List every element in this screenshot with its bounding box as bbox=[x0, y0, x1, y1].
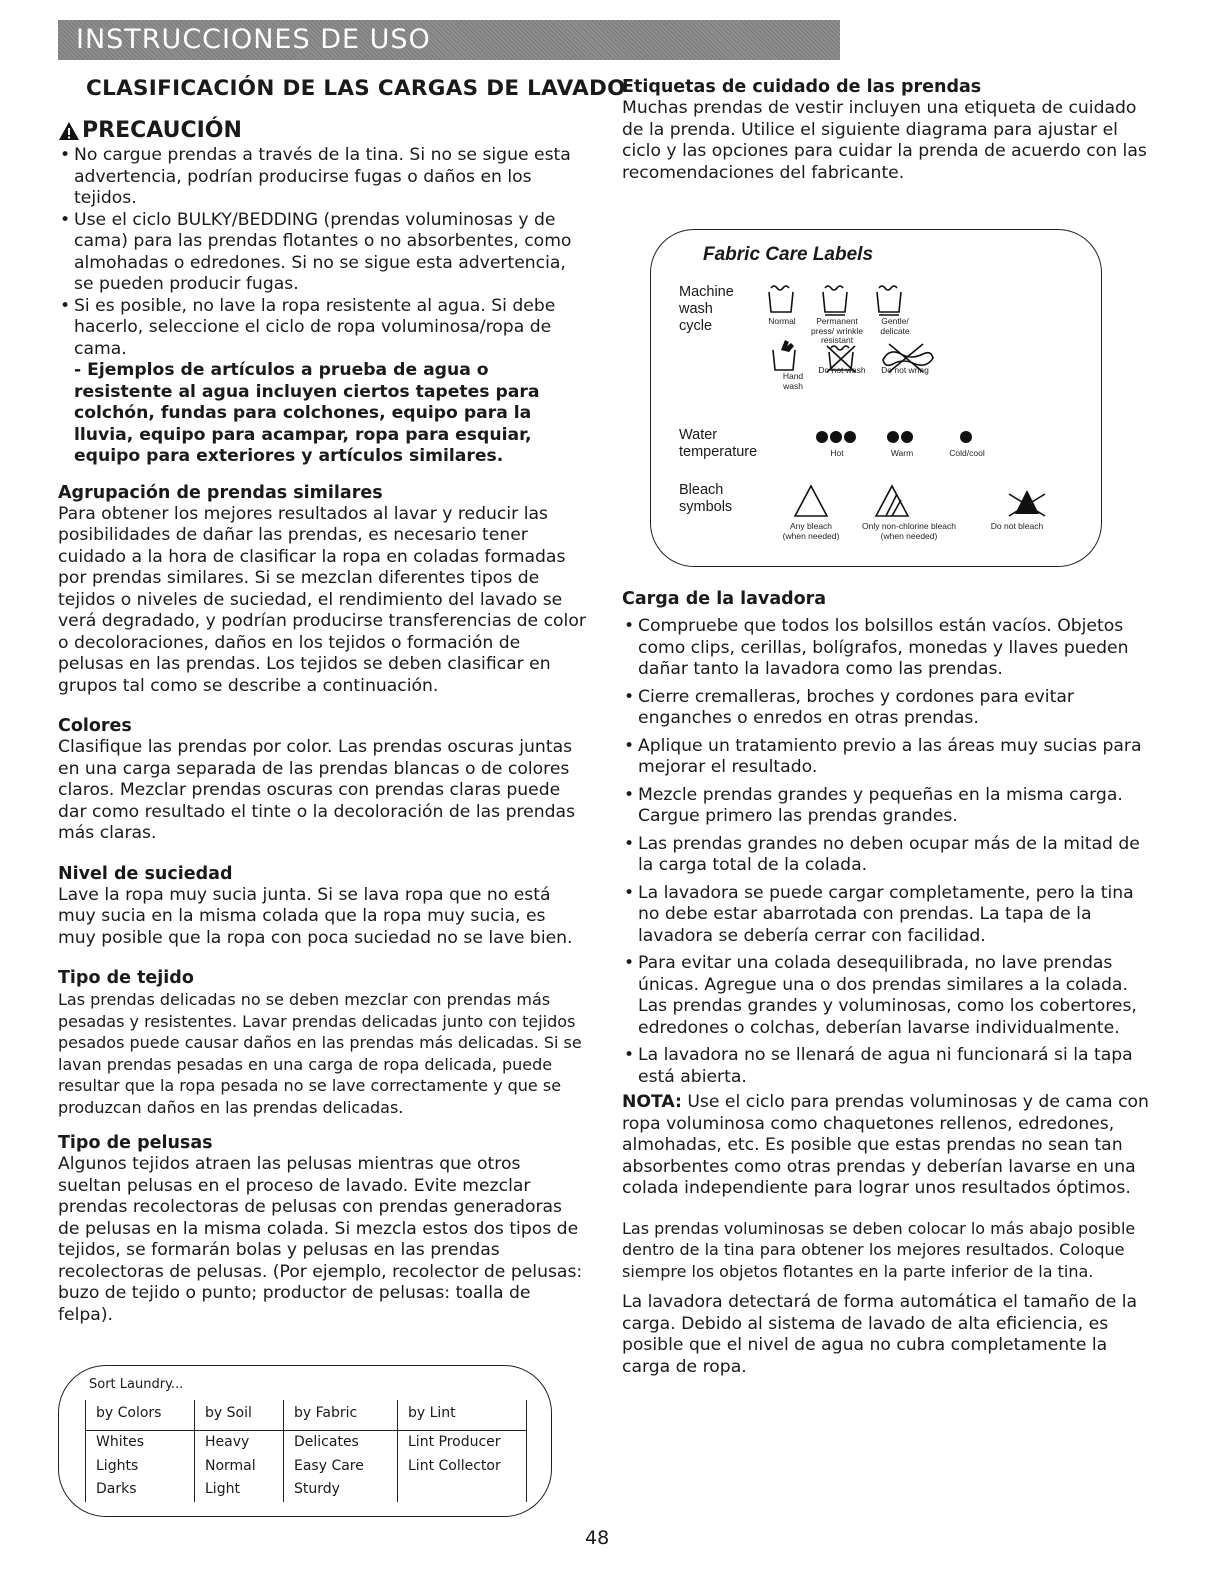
heading-nivel-suciedad: Nivel de suciedad bbox=[58, 863, 233, 884]
table-row bbox=[86, 1478, 527, 1502]
table-cell: Sturdy bbox=[284, 1478, 398, 1502]
body-tipo-tejido: Las prendas delicadas no se deben mezclar con prendas más pesadas y resistentes. Lavar prendas delicadas junto con tejidos pesados puede causar daños en las prendas más delicadas. Si se lavan prendas pesadas en una carga de ropa delicada, puede resultar que la ropa pesada no se lave correctamente y que se produzcan daños en las prendas delicadas. bbox=[58, 990, 582, 1117]
table-header-row bbox=[86, 1400, 527, 1431]
heading-colores: Colores bbox=[58, 716, 132, 736]
table-cell: Normal bbox=[195, 1455, 284, 1479]
section-title-text: CLASIFICACIÓN DE LAS CARGAS DE LAVADO bbox=[86, 75, 626, 101]
table-cell: Lint Producer bbox=[398, 1431, 527, 1455]
page-header-bar bbox=[58, 20, 840, 60]
heading-agrupacion: Agrupación de prendas similares bbox=[58, 482, 383, 503]
page-header-title: INSTRUCCIONES DE USO bbox=[76, 24, 431, 55]
list-item: • Mezcle prendas grandes y pequeñas en la misma carga. Cargue primero las prendas grandes. bbox=[622, 785, 1152, 828]
wash-gentle-label: Gentle/ delicate bbox=[880, 316, 910, 336]
table-cell: Delicates bbox=[284, 1431, 398, 1455]
water-warm-label: Warm bbox=[890, 448, 914, 458]
wash-permanent-press-label: Permanent press/ wrinkle resistant bbox=[811, 316, 863, 345]
water-temperature-label: Water temperature bbox=[679, 427, 758, 460]
do-not-bleach-label: Do not bleach bbox=[990, 521, 1044, 531]
body-tipo-pelusas: Algunos tejidos atraen las pelusas mientras que otros sueltan pelusas en el proceso de lavado. Evite mezclar prendas recolectoras de pelusas con prendas generadoras de pelusas en la misma colada. Si mezcla estos dos tipos de tejidos, se formarán bolas y pelusas en las prendas recolectoras de pelusas. (Por ejemplo, recolector de pelusas: buzo de tejido o punto; productor de pelusas: toalla de felpa). bbox=[58, 1154, 583, 1325]
warning-list bbox=[58, 145, 588, 360]
wash-normal-label: Normal bbox=[768, 316, 796, 326]
bleach-icons bbox=[791, 484, 1051, 520]
list-item: • Cierre cremalleras, broches y cordones para evitar enganches o enredos en otras prendas. bbox=[622, 687, 1152, 730]
water-hot-label: Hot bbox=[830, 448, 844, 458]
table-header-cell: by Colors bbox=[86, 1400, 195, 1431]
nota-body: ropa voluminosa como chaquetones rellenos, edredones, almohadas, etc. Es posible que estas prendas no sean tan absorbentes como otras prendas y deberían lavarse en una colada independiente para lograr unos resultados óptimos. bbox=[622, 1113, 1136, 1198]
table-cell: Heavy bbox=[195, 1431, 284, 1455]
table-cell: Easy Care bbox=[284, 1455, 398, 1479]
water-cold-label: Cold/cool bbox=[949, 448, 985, 458]
hand-wash-label: Hand wash bbox=[782, 371, 804, 391]
load-detection-paragraph: La lavadora detectará de forma automática el tamaño de la carga. Debido al sistema de lavado de alta eficiencia, es posible que el nivel de agua no cubra completamente la carga de ropa. bbox=[622, 1292, 1138, 1377]
warning-title-text: PRECAUCIÓN bbox=[82, 118, 242, 143]
warning-triangle-icon bbox=[58, 121, 80, 141]
table-cell: Lint Collector bbox=[398, 1455, 527, 1479]
table-header-cell: by Fabric bbox=[284, 1400, 398, 1431]
do-not-wash-label: Do not wash bbox=[818, 365, 866, 375]
warning-item: • No cargue prendas a través de la tina. Si no se sigue esta advertencia, podrían producirse fugas o daños en los tejidos. bbox=[58, 145, 588, 210]
list-item: • La lavadora no se llenará de agua ni funcionará si la tapa está abierta. bbox=[622, 1045, 1152, 1088]
nota-label: NOTA: bbox=[622, 1092, 682, 1112]
fabric-care-labels-box bbox=[650, 229, 1102, 567]
bulky-placement-paragraph: Las prendas voluminosas se deben colocar lo más abajo posible dentro de la tina para obtener los mejores resultados. Coloque siempre los objetos flotantes en la parte inferior de la tina. bbox=[622, 1218, 1136, 1281]
body-agrupacion: Para obtener los mejores resultados al lavar y reducir las posibilidades de dañar las prendas, es necesario tener cuidado a la hora de clasificar la ropa en coladas formadas por prendas similares. Si se mezclan diferentes tipos de tejidos o niveles de suciedad, el rendimiento del lavado se verá degradado, y podrían producirse transferencias de color o decoloraciones, daños en los tejidos o formación de pelusas en las prendas. Los tejidos se deben clasificar en grupos tal como se describe a continuación. bbox=[58, 503, 586, 696]
body-etiquetas: Muchas prendas de vestir incluyen una etiqueta de cuidado de la prenda. Utilice el siguiente diagrama para ajustar el ciclo y las opciones para cuidar la prenda de acuerdo con las recomendaciones del fabricante. bbox=[622, 98, 1147, 183]
warning-examples-note: - Ejemplos de artículos a prueba de agua o resistente al agua incluyen ciertos tapetes para colchón, fundas para colchones, equipo para la lluvia, equipo para acampar, ropa para esquiar, equipo para exteriores y artículos similares. bbox=[74, 360, 540, 466]
right-column-top bbox=[622, 76, 1152, 184]
nota-first-line: Use el ciclo para prendas voluminosas y de cama con bbox=[681, 1092, 1149, 1112]
nota-paragraph bbox=[622, 1092, 1152, 1114]
table-row bbox=[86, 1431, 527, 1455]
list-item: • Las prendas grandes no deben ocupar más de la mitad de la carga total de la colada. bbox=[622, 834, 1152, 877]
table-cell: Lights bbox=[86, 1455, 195, 1479]
bleach-symbols-label: Bleach symbols bbox=[679, 482, 733, 515]
body-colores: Clasifique las prendas por color. Las prendas oscuras juntas en una carga separada de las prendas blancas o de colores claros. Mezclar prendas oscuras con prendas claras puede dar como resultado el tinte o la decoloración de las prendas más claras. bbox=[58, 737, 576, 843]
sort-laundry-box bbox=[58, 1365, 552, 1517]
machine-wash-label: Machine wash cycle bbox=[679, 284, 734, 334]
table-cell: Whites bbox=[86, 1431, 195, 1455]
wash-tub-icons bbox=[767, 282, 927, 316]
list-item: • Aplique un tratamiento previo a las áreas muy sucias para mejorar el resultado. bbox=[622, 736, 1152, 779]
heading-carga-lavadora: Carga de la lavadora bbox=[622, 589, 827, 609]
heading-etiquetas: Etiquetas de cuidado de las prendas bbox=[622, 77, 982, 97]
table-header-cell: by Lint bbox=[398, 1400, 527, 1431]
any-bleach-label: Any bleach (when needed) bbox=[782, 521, 840, 541]
warning-item: • Si es posible, no lave la ropa resistente al agua. Si debe hacerlo, seleccione el ciclo de ropa voluminosa/ropa de cama. bbox=[58, 296, 588, 361]
table-header-cell: by Soil bbox=[195, 1400, 284, 1431]
section-title bbox=[58, 72, 626, 104]
list-item: • Compruebe que todos los bolsillos están vacíos. Objetos como clips, cerillas, bolígrafos, monedas y llaves pueden dañar tanto la lavadora como las prendas. bbox=[622, 616, 1152, 681]
warning-title bbox=[58, 118, 588, 143]
right-column-bottom bbox=[622, 588, 1152, 1378]
non-chlorine-bleach-label: Only non-chlorine bleach (when needed) bbox=[861, 521, 957, 541]
table-row bbox=[86, 1455, 527, 1479]
table-cell bbox=[398, 1478, 527, 1502]
sort-laundry-title: Sort Laundry... bbox=[89, 1377, 184, 1392]
water-temperature-dots bbox=[815, 429, 975, 445]
list-item: • Para evitar una colada desequilibrada, no lave prendas únicas. Agregue una o dos prendas similares a la colada. Las prendas grandes y voluminosas, como los cobertores, edredones o colchas, deberían lavarse individualmente. bbox=[622, 953, 1152, 1039]
load-instructions-list bbox=[622, 616, 1152, 1088]
heading-tipo-tejido: Tipo de tejido bbox=[58, 968, 194, 988]
fabric-care-title: Fabric Care Labels bbox=[703, 244, 874, 265]
left-column bbox=[58, 72, 626, 1326]
list-item: • La lavadora se puede cargar completamente, pero la tina no debe estar abarrotada con prendas. La tapa de la lavadora se debería cerrar con facilidad. bbox=[622, 883, 1152, 948]
body-nivel-suciedad: Lave la ropa muy sucia junta. Si se lava ropa que no está muy sucia en la misma colada que la ropa muy sucia, es muy posible que la ropa con poca suciedad no se lave bien. bbox=[58, 884, 573, 948]
table-cell: Darks bbox=[86, 1478, 195, 1502]
heading-tipo-pelusas: Tipo de pelusas bbox=[58, 1133, 213, 1153]
do-not-wring-label: Do not wring bbox=[881, 365, 929, 375]
page-number: 48 bbox=[585, 1527, 610, 1549]
warning-item: • Use el ciclo BULKY/BEDDING (prendas voluminosas y de cama) para las prendas flotantes o no absorbentes, como almohadas o edredones. Si no se sigue esta advertencia, se pueden producir fugas. bbox=[58, 210, 588, 296]
table-cell: Light bbox=[195, 1478, 284, 1502]
sort-laundry-table bbox=[85, 1400, 527, 1502]
